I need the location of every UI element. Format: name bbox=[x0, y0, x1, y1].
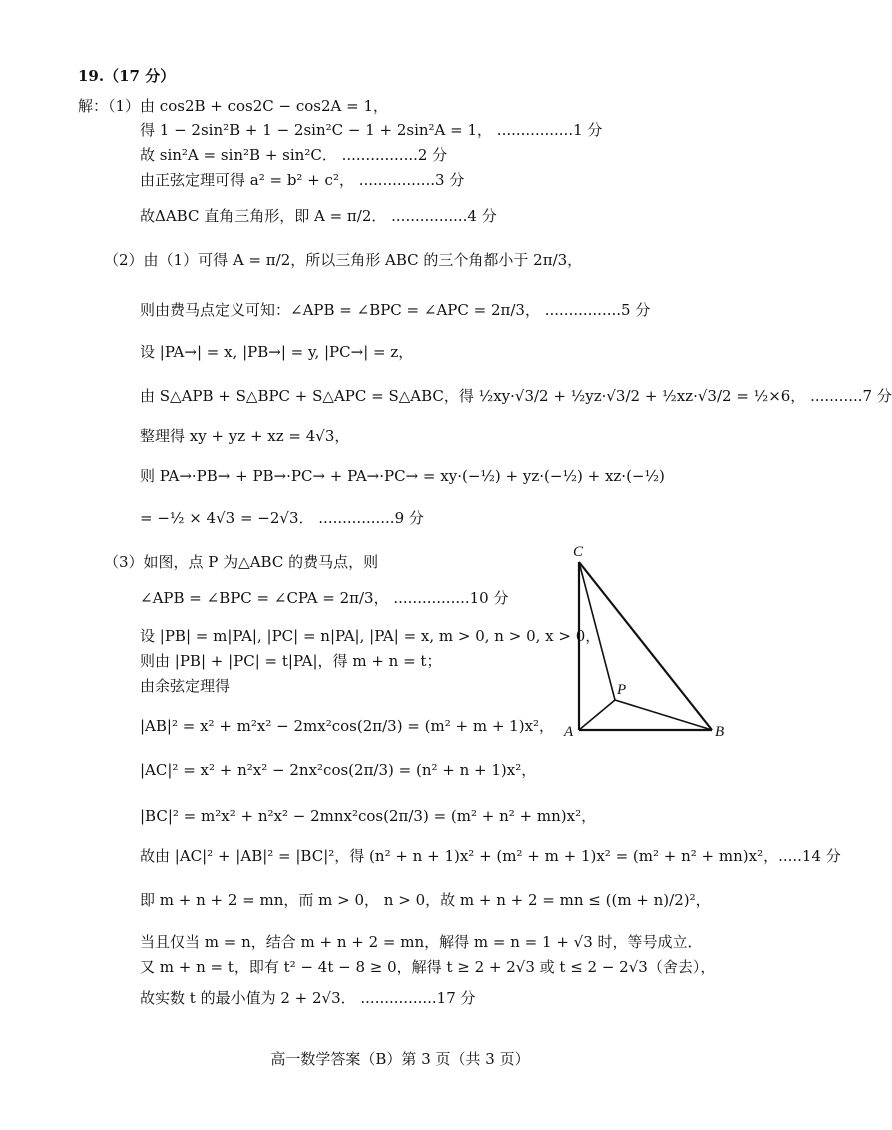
solution-line: 由余弦定理得 bbox=[140, 677, 231, 695]
segment-pc bbox=[579, 562, 615, 700]
label-a: A bbox=[564, 724, 574, 740]
solution-line: 设 |PA→| = x, |PB→| = y, |PC→| = z， bbox=[140, 343, 414, 361]
solution-line: 故 sin²A = sin²B + sin²C． ................2 分 bbox=[140, 146, 448, 164]
solution-line: ∠APB = ∠BPC = ∠CPA = 2π/3， ................10 分 bbox=[140, 589, 509, 607]
page-footer: 高一数学答案（B）第 3 页（共 3 页） bbox=[270, 1050, 530, 1068]
edge-cb bbox=[579, 562, 712, 730]
segment-pa bbox=[579, 700, 615, 730]
solution-line: （2）由（1）可得 A = π/2，所以三角形 ABC 的三个角都小于 2π/3， bbox=[104, 251, 583, 269]
solution-line: 故由 |AC|² + |AB|² = |BC|²，得 (n² + n + 1)x² + (m² + m + 1)x² = (m² + n² + mn)x²，.....14 分 bbox=[140, 847, 841, 865]
solution-line: 则由 |PB| + |PC| = t|PA|，得 m + n = t； bbox=[140, 652, 442, 670]
segment-pb bbox=[615, 700, 712, 730]
solution-line: 由 S△APB + S△BPC + S△APC = S△ABC，得 ½xy·√3/2 + ½yz·√3/2 + ½xz·√3/2 = ½×6， ...........7 分 bbox=[140, 387, 892, 405]
solution-line: 设 |PB| = m|PA|, |PC| = n|PA|, |PA| = x, m > 0, n > 0, x > 0， bbox=[140, 627, 601, 645]
label-b: B bbox=[715, 724, 725, 740]
solution-line: 故ΔABC 直角三角形，即 A = π/2． ................4 分 bbox=[140, 207, 497, 225]
label-c: C bbox=[573, 544, 584, 560]
label-p: P bbox=[617, 682, 627, 698]
solution-line: 故实数 t 的最小值为 2 + 2√3． ................17 分 bbox=[140, 989, 476, 1007]
solution-line: 得 1 − 2sin²B + 1 − 2sin²C − 1 + 2sin²A = 1， ................1 分 bbox=[140, 121, 603, 139]
solution-line: 则由费马点定义可知：∠APB = ∠BPC = ∠APC = 2π/3， ................5 分 bbox=[140, 301, 651, 319]
solution-line: 19.（17 分） bbox=[78, 67, 176, 85]
solution-line: 整理得 xy + yz + xz = 4√3， bbox=[140, 427, 350, 445]
solution-line: = −½ × 4√3 = −2√3． ................9 分 bbox=[140, 509, 424, 527]
solution-line: |AB|² = x² + m²x² − 2mx²cos(2π/3) = (m² + m + 1)x²， bbox=[140, 717, 555, 735]
solution-line: 当且仅当 m = n，结合 m + n + 2 = mn，解得 m = n = 1 + √3 时，等号成立． bbox=[140, 933, 703, 951]
solution-line: |BC|² = m²x² + n²x² − 2mnx²cos(2π/3) = (m² + n² + mn)x²， bbox=[140, 807, 597, 825]
triangle-figure bbox=[555, 540, 745, 750]
solution-line: （3）如图，点 P 为△ABC 的费马点，则 bbox=[104, 553, 379, 571]
solution-line: 则 PA→·PB→ + PB→·PC→ + PA→·PC→ = xy·(−½) + yz·(−½) + xz·(−½) bbox=[140, 467, 665, 485]
solution-line: |AC|² = x² + n²x² − 2nx²cos(2π/3) = (n² + n + 1)x²， bbox=[140, 761, 537, 779]
solution-line: 又 m + n = t，即有 t² − 4t − 8 ≥ 0，解得 t ≥ 2 + 2√3 或 t ≤ 2 − 2√3（舍去）， bbox=[140, 958, 716, 976]
solution-line: 即 m + n + 2 = mn，而 m > 0， n > 0，故 m + n + 2 = mn ≤ ((m + n)/2)²， bbox=[140, 891, 711, 909]
solution-line: 解：（1）由 cos2B + cos2C − cos2A = 1， bbox=[78, 97, 389, 115]
solution-line: 由正弦定理可得 a² = b² + c²， ................3 分 bbox=[140, 171, 465, 189]
